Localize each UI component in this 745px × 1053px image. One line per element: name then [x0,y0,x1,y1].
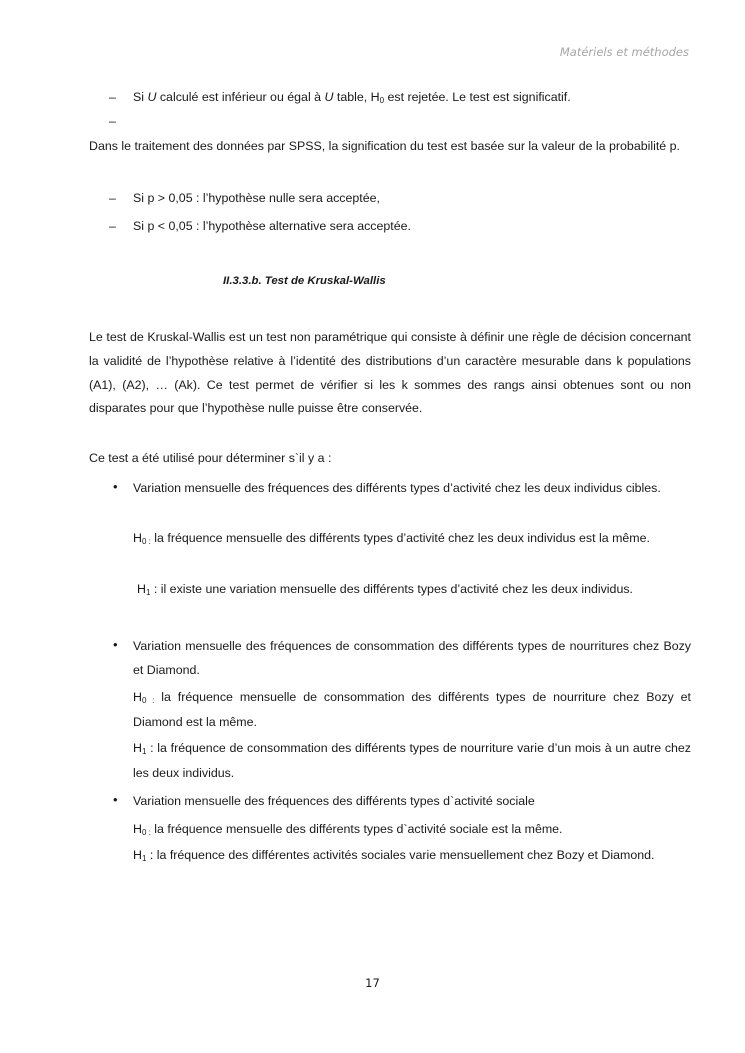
bullet-2-title: Variation mensuelle des fréquences de consommation des différents types de nourritures chez Bozy et Diamond. [133,639,691,677]
bullet-2-h0: $H_{0 :}$ la fréquence mensuelle de consommation des différents types de nourriture chez Bozy et Diamond est la même. [133,690,691,729]
bullet-marker: • [113,637,118,652]
kruskal-paragraph: Le test de Kruskal-Wallis est un test non paramétrique qui consiste à définir une règle de décision concernant la validité de l’hypothèse relative à l’identité des distributions d’un caractère mesurable dans k populations (A1), (A2), … (Ak). Ce test permet de vérifier si les k sommes des rangs ainsi obtenues sont ou non disparates pour que l’hypothèse nulle puisse être conservée. [89,330,691,416]
running-header: Matériels et méthodes [559,45,689,59]
bullet-1-h0: $H_{0 :}$ la fréquence mensuelle des différents types d’activité chez les deux individus est la même. [133,531,650,546]
bullet-1-title: Variation mensuelle des fréquences des différents types d’activité chez les deux individus cibles. [133,481,661,495]
p-item-text: Si p < 0,05 : l’hypothèse alternative sera acceptée. [133,219,411,233]
dash-marker: – [109,219,116,233]
page-number: 17 [365,976,380,990]
spss-paragraph: Dans le traitement des données par SPSS, la signification du test est basée sur la valeur de la probabilité p. [89,139,680,153]
bullet-3-h1: $H_1$ : la fréquence des différentes activités sociales varie mensuellement chez Bozy et Diamond. [133,848,655,863]
u-rule-text: Si U calculé est inférieur ou égal à U table, $H_0$ est rejetée. Le test est significatif. [133,90,571,105]
section-heading: II.3.3.b. Test de Kruskal-Wallis [223,275,386,287]
usage-line: Ce test a été utilisé pour déterminer s`il y a : [89,451,332,465]
bullet-3-h0: $H_{0 :}$ la fréquence mensuelle des différents types d`activité sociale est la même. [133,822,563,837]
bullet-marker: • [113,479,118,494]
bullet-1-h1: $H_1$ : il existe une variation mensuelle des différents types d’activité chez les deux individus. [137,582,633,597]
dash-marker: – [109,191,116,205]
p-item-text: Si p > 0,05 : l’hypothèse nulle sera acceptée, [133,191,380,205]
bullet-3-title: Variation mensuelle des fréquences des différents types d`activité sociale [133,794,535,808]
bullet-2-h1: $H_1$ : la fréquence de consommation des différents types de nourriture varie d’un mois à un autre chez les deux individus. [133,741,691,780]
dash-marker: – [109,114,116,128]
bullet-marker: • [113,792,118,807]
dash-marker: – [109,90,116,104]
